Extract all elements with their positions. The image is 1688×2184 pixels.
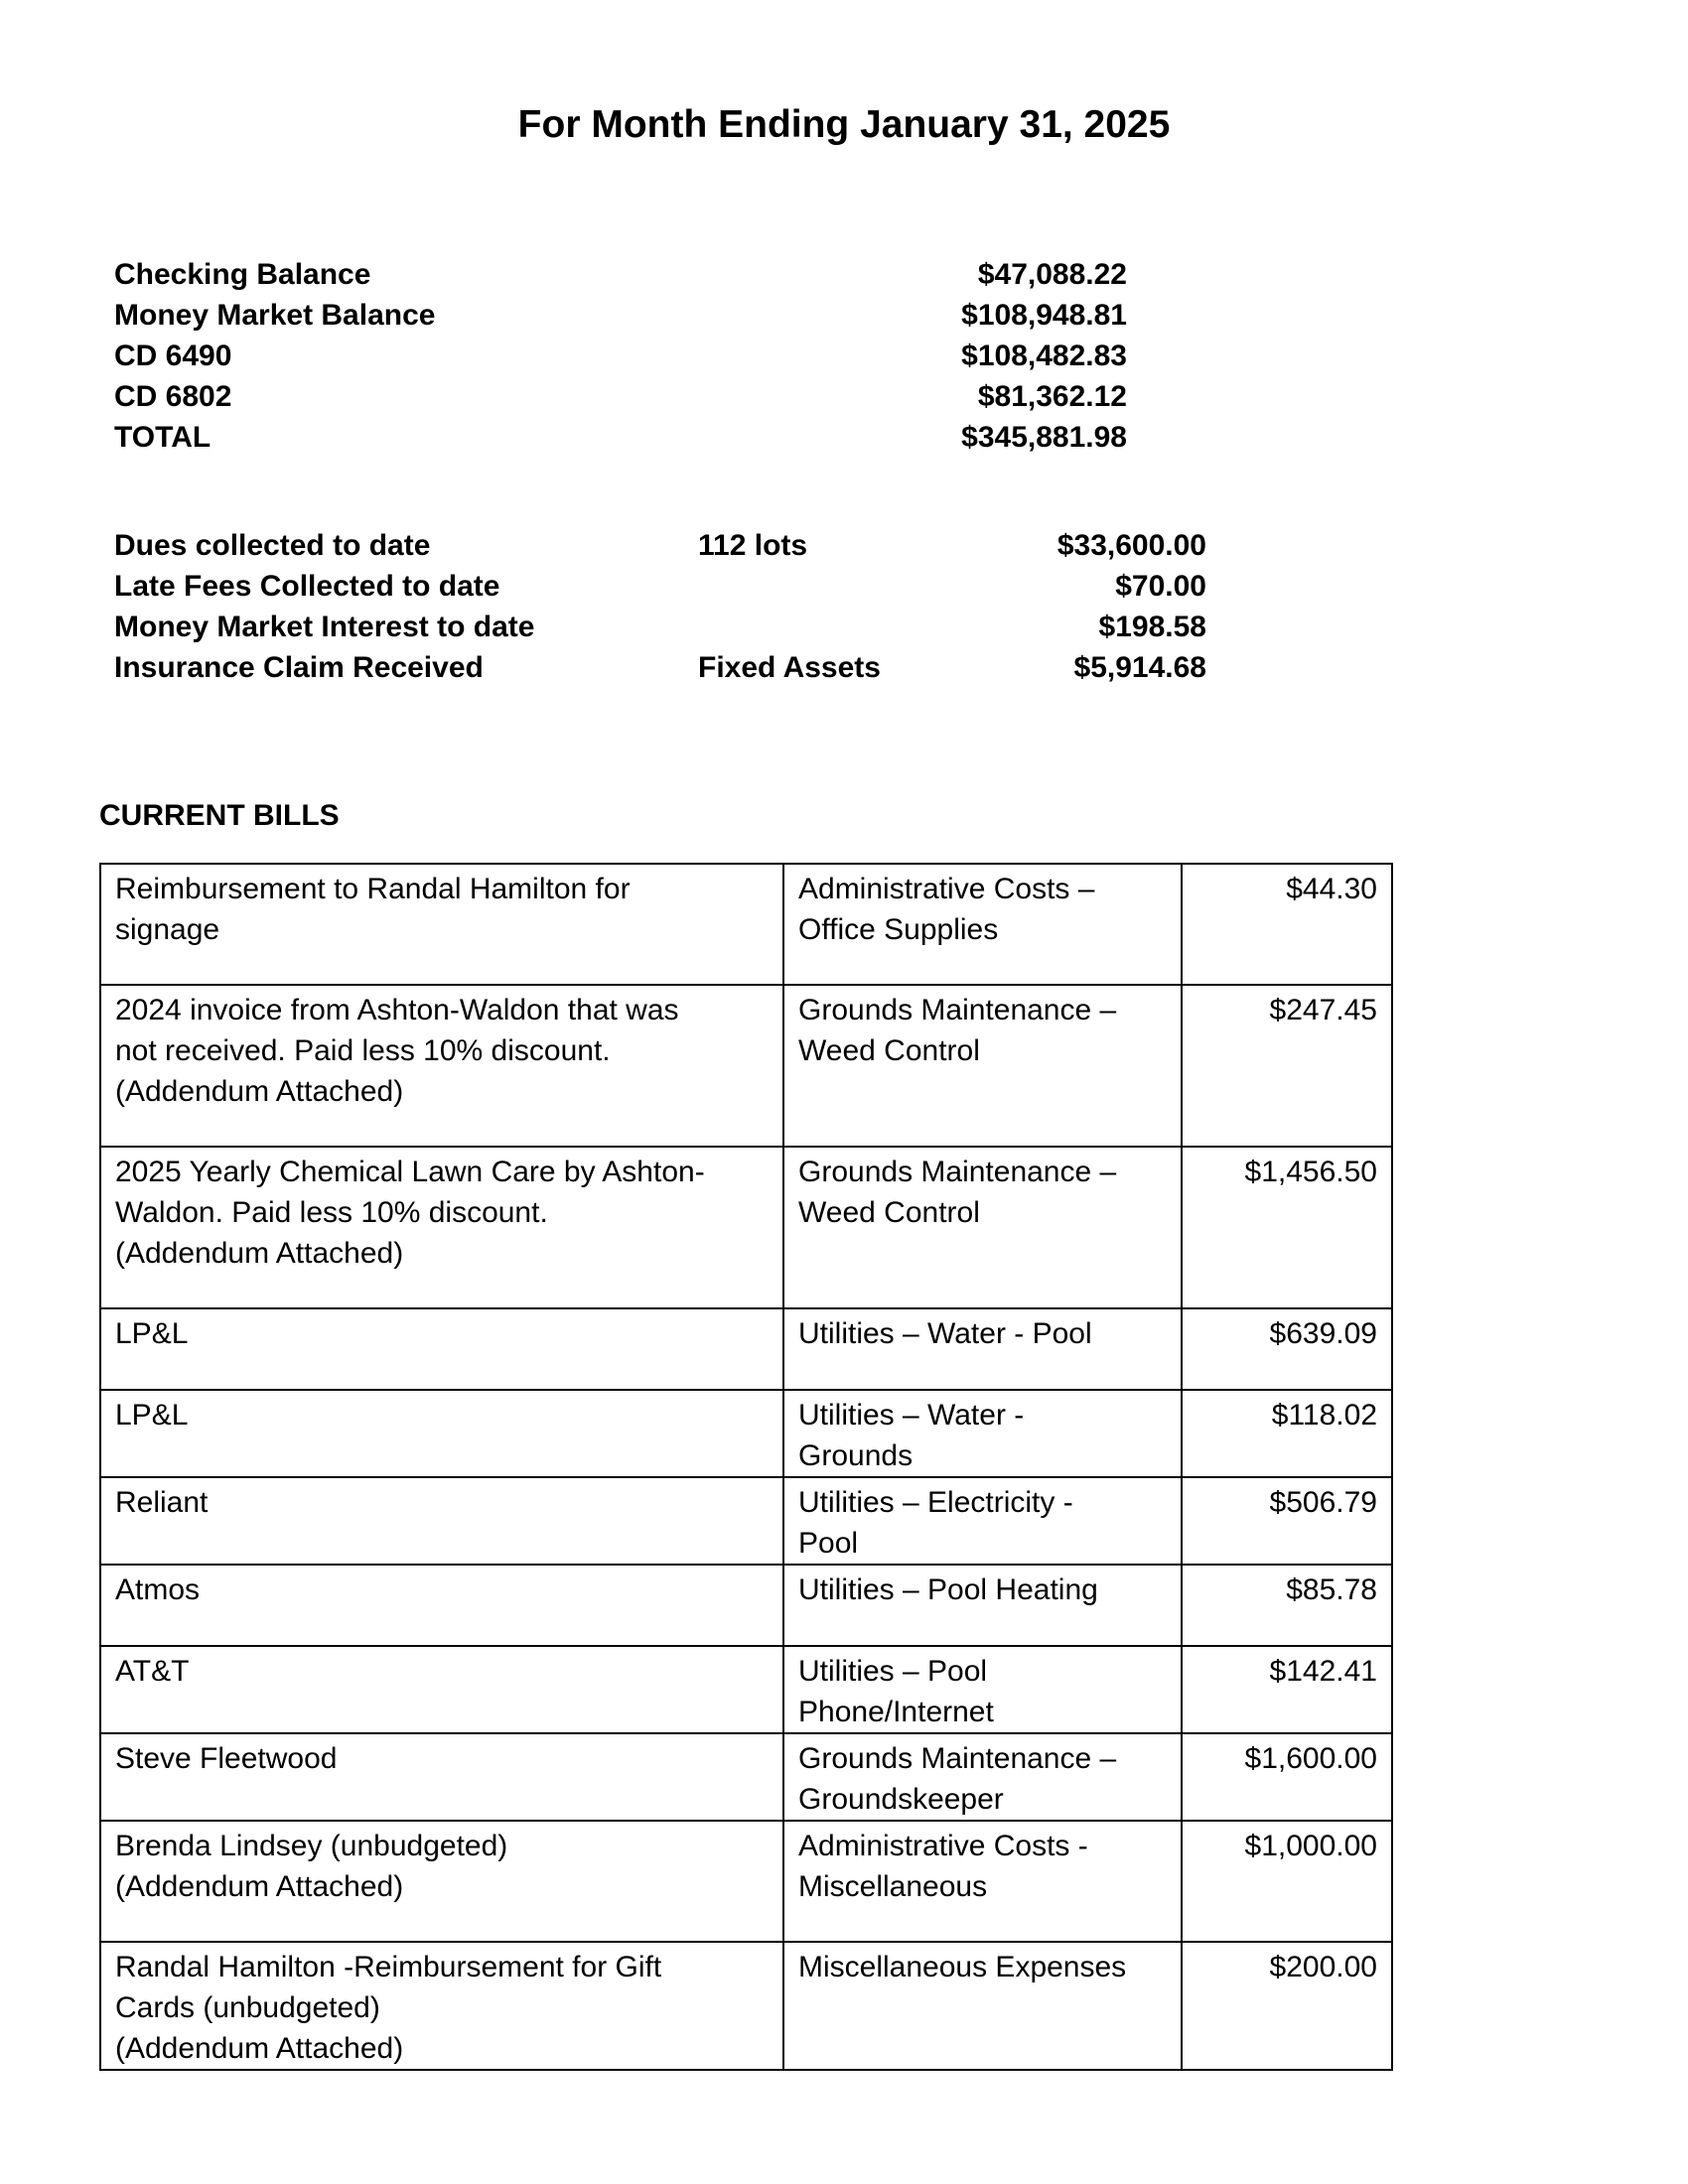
bill-description <box>100 1733 783 1821</box>
bill-category <box>783 1565 1182 1646</box>
bill-description-line: Atmos <box>115 1573 201 1606</box>
bill-category-line: Utilities – Pool Heating <box>798 1573 1098 1606</box>
table-row <box>100 1390 1392 1477</box>
bill-category-line: Utilities – Water - Pool <box>798 1317 1092 1350</box>
bill-category <box>783 1147 1182 1308</box>
bill-category-line: Administrative Costs - <box>798 1830 1088 1862</box>
income-amount: $33,600.00 <box>1056 529 1206 562</box>
bill-category-line: Utilities – Pool <box>798 1655 988 1688</box>
income-amount: $198.58 <box>1098 611 1206 643</box>
income-row-late-fees <box>114 566 1206 607</box>
income-label: Money Market Interest to date <box>114 611 535 643</box>
table-row <box>100 1565 1392 1646</box>
bill-description-line: not received. Paid less 10% discount. <box>115 1034 611 1067</box>
income-amount: $5,914.68 <box>1073 651 1206 684</box>
bill-description <box>100 1565 783 1646</box>
bill-amount: $200.00 <box>1182 1942 1392 2070</box>
balance-amount: $81,362.12 <box>977 380 1127 413</box>
balance-amount: $345,881.98 <box>961 421 1127 454</box>
bill-amount: $142.41 <box>1182 1646 1392 1733</box>
bills-heading: CURRENT BILLS <box>99 799 340 832</box>
income-row-interest <box>114 607 1206 647</box>
bill-category-line: Administrative Costs – <box>798 873 1095 905</box>
income-section <box>114 525 1206 688</box>
balances-section <box>114 254 1127 458</box>
bill-description-line: Cards (unbudgeted) <box>115 1991 380 2024</box>
balance-label: TOTAL <box>114 421 211 454</box>
bill-category <box>783 1942 1182 2070</box>
bill-description <box>100 1308 783 1390</box>
income-row-dues <box>114 525 1206 566</box>
table-row <box>100 1147 1392 1308</box>
bill-amount: $85.78 <box>1182 1565 1392 1646</box>
page-title: For Month Ending January 31, 2025 <box>517 103 1171 146</box>
bill-description-line: (Addendum Attached) <box>115 1237 404 1270</box>
bill-description <box>100 1390 783 1477</box>
bill-description <box>100 1821 783 1942</box>
balance-row-checking <box>114 254 1127 295</box>
bill-category <box>783 1308 1182 1390</box>
balance-amount: $108,948.81 <box>961 299 1127 332</box>
bill-description-line: Waldon. Paid less 10% discount. <box>115 1196 548 1229</box>
bill-category <box>783 1821 1182 1942</box>
bill-category-line: Office Supplies <box>798 913 999 946</box>
bill-amount: $44.30 <box>1182 864 1392 985</box>
bill-category-line: Groundskeeper <box>798 1783 1004 1816</box>
bill-description-line: Brenda Lindsey (unbudgeted) <box>115 1830 508 1862</box>
bill-description-line: 2024 invoice from Ashton-Waldon that was <box>115 994 679 1026</box>
bill-description-line: 2025 Yearly Chemical Lawn Care by Ashton- <box>115 1156 705 1188</box>
income-row-insurance <box>114 647 1206 688</box>
bill-amount: $1,456.50 <box>1182 1147 1392 1308</box>
bill-description-line: LP&L <box>115 1399 189 1432</box>
bill-description <box>100 1477 783 1565</box>
bill-category <box>783 985 1182 1147</box>
balance-label: CD 6490 <box>114 340 232 372</box>
bill-amount: $118.02 <box>1182 1390 1392 1477</box>
bill-description <box>100 985 783 1147</box>
table-row <box>100 864 1392 985</box>
bill-description-line: (Addendum Attached) <box>115 1075 404 1108</box>
table-row <box>100 985 1392 1147</box>
bill-category <box>783 1733 1182 1821</box>
income-note: 112 lots <box>698 529 808 562</box>
bill-description <box>100 1147 783 1308</box>
income-note: Fixed Assets <box>698 651 881 684</box>
bill-category-line: Weed Control <box>798 1034 980 1067</box>
bill-description-line: AT&T <box>115 1655 190 1688</box>
bill-description-line: Reimbursement to Randal Hamilton for <box>115 873 631 905</box>
income-label: Insurance Claim Received <box>114 651 484 684</box>
bill-description <box>100 1942 783 2070</box>
balance-amount: $108,482.83 <box>961 340 1127 372</box>
bill-description-line: signage <box>115 913 220 946</box>
bill-category-line: Grounds Maintenance – <box>798 1742 1117 1775</box>
bill-amount: $1,600.00 <box>1182 1733 1392 1821</box>
bill-description <box>100 864 783 985</box>
bill-amount: $506.79 <box>1182 1477 1392 1565</box>
income-label: Late Fees Collected to date <box>114 570 500 603</box>
bill-category-line: Miscellaneous <box>798 1870 988 1903</box>
bill-description <box>100 1646 783 1733</box>
bills-table <box>99 863 1393 2071</box>
table-row <box>100 1821 1392 1942</box>
bill-category-line: Grounds Maintenance – <box>798 994 1117 1026</box>
balance-amount: $47,088.22 <box>977 258 1127 291</box>
bill-category-line: Miscellaneous Expenses <box>798 1951 1127 1983</box>
table-row <box>100 1477 1392 1565</box>
bill-description-line: LP&L <box>115 1317 189 1350</box>
balance-label: Money Market Balance <box>114 299 436 332</box>
bill-description-line: Steve Fleetwood <box>115 1742 338 1775</box>
bill-category-line: Pool <box>798 1527 859 1560</box>
table-row <box>100 1308 1392 1390</box>
balance-row-cd-6802 <box>114 376 1127 417</box>
balance-row-money-market <box>114 295 1127 336</box>
bill-category-line: Grounds <box>798 1439 914 1472</box>
bill-category-line: Phone/Internet <box>798 1696 994 1728</box>
table-row <box>100 1733 1392 1821</box>
income-label: Dues collected to date <box>114 529 431 562</box>
bill-description-line: (Addendum Attached) <box>115 2032 404 2065</box>
bill-amount: $639.09 <box>1182 1308 1392 1390</box>
bill-description-line: (Addendum Attached) <box>115 1870 404 1903</box>
bill-category <box>783 864 1182 985</box>
balance-row-cd-6490 <box>114 336 1127 376</box>
bill-category <box>783 1390 1182 1477</box>
bill-category <box>783 1646 1182 1733</box>
bill-category-line: Grounds Maintenance – <box>798 1156 1117 1188</box>
table-row <box>100 1942 1392 2070</box>
bill-category-line: Weed Control <box>798 1196 980 1229</box>
balance-row-total <box>114 417 1127 458</box>
income-amount: $70.00 <box>1115 570 1206 603</box>
balance-label: CD 6802 <box>114 380 232 413</box>
bill-category <box>783 1477 1182 1565</box>
bill-description-line: Randal Hamilton -Reimbursement for Gift <box>115 1951 662 1983</box>
balance-label: Checking Balance <box>114 258 371 291</box>
bill-amount: $247.45 <box>1182 985 1392 1147</box>
bill-category-line: Utilities – Water - <box>798 1399 1025 1432</box>
bill-description-line: Reliant <box>115 1486 209 1519</box>
bill-category-line: Utilities – Electricity - <box>798 1486 1073 1519</box>
bill-amount: $1,000.00 <box>1182 1821 1392 1942</box>
table-row <box>100 1646 1392 1733</box>
